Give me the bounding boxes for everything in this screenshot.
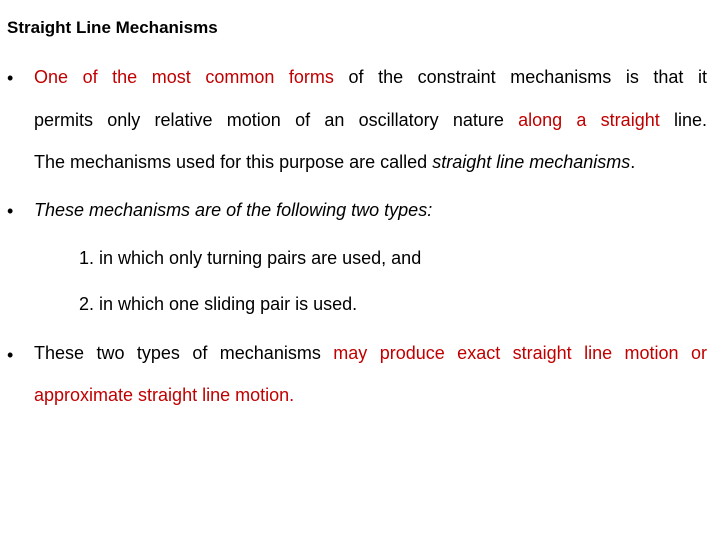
- bullet-icon: •: [7, 201, 14, 221]
- bullet-2-line-1: [34, 199, 432, 221]
- highlight-text: may produce exact straight line motion or: [333, 343, 707, 363]
- body-text: of the constraint mechanisms is that it: [333, 67, 708, 87]
- bullet-3-line-1: [34, 342, 707, 364]
- sub-item-2: 2. in which one sliding pair is used.: [79, 294, 358, 314]
- bullet-icon: •: [7, 68, 14, 88]
- bullet-1-line-3: [34, 151, 635, 173]
- body-text: These two types of mechanisms: [34, 343, 334, 363]
- body-text: line.: [659, 110, 707, 130]
- bullet-1-line-1: [34, 66, 707, 88]
- bullet-icon: •: [7, 345, 14, 365]
- body-text: The mechanisms used for this purpose are called: [34, 152, 433, 172]
- slide-title: Straight Line Mechanisms: [7, 18, 218, 37]
- highlight-text: along a straight: [518, 110, 660, 130]
- body-text: .: [630, 152, 636, 172]
- highlight-text: One of the most common forms: [34, 67, 334, 87]
- italic-term: straight line mechanisms: [432, 152, 631, 172]
- bullet-1-line-2: [34, 109, 707, 131]
- body-text: permits only relative motion of an oscillatory nature: [34, 110, 519, 130]
- sub-item-1: 1. in which only turning pairs are used, and: [79, 248, 422, 268]
- highlight-text: approximate straight line motion.: [34, 385, 295, 405]
- body-text: These mechanisms are of the following two types:: [34, 200, 433, 220]
- bullet-3-line-2: [34, 384, 294, 406]
